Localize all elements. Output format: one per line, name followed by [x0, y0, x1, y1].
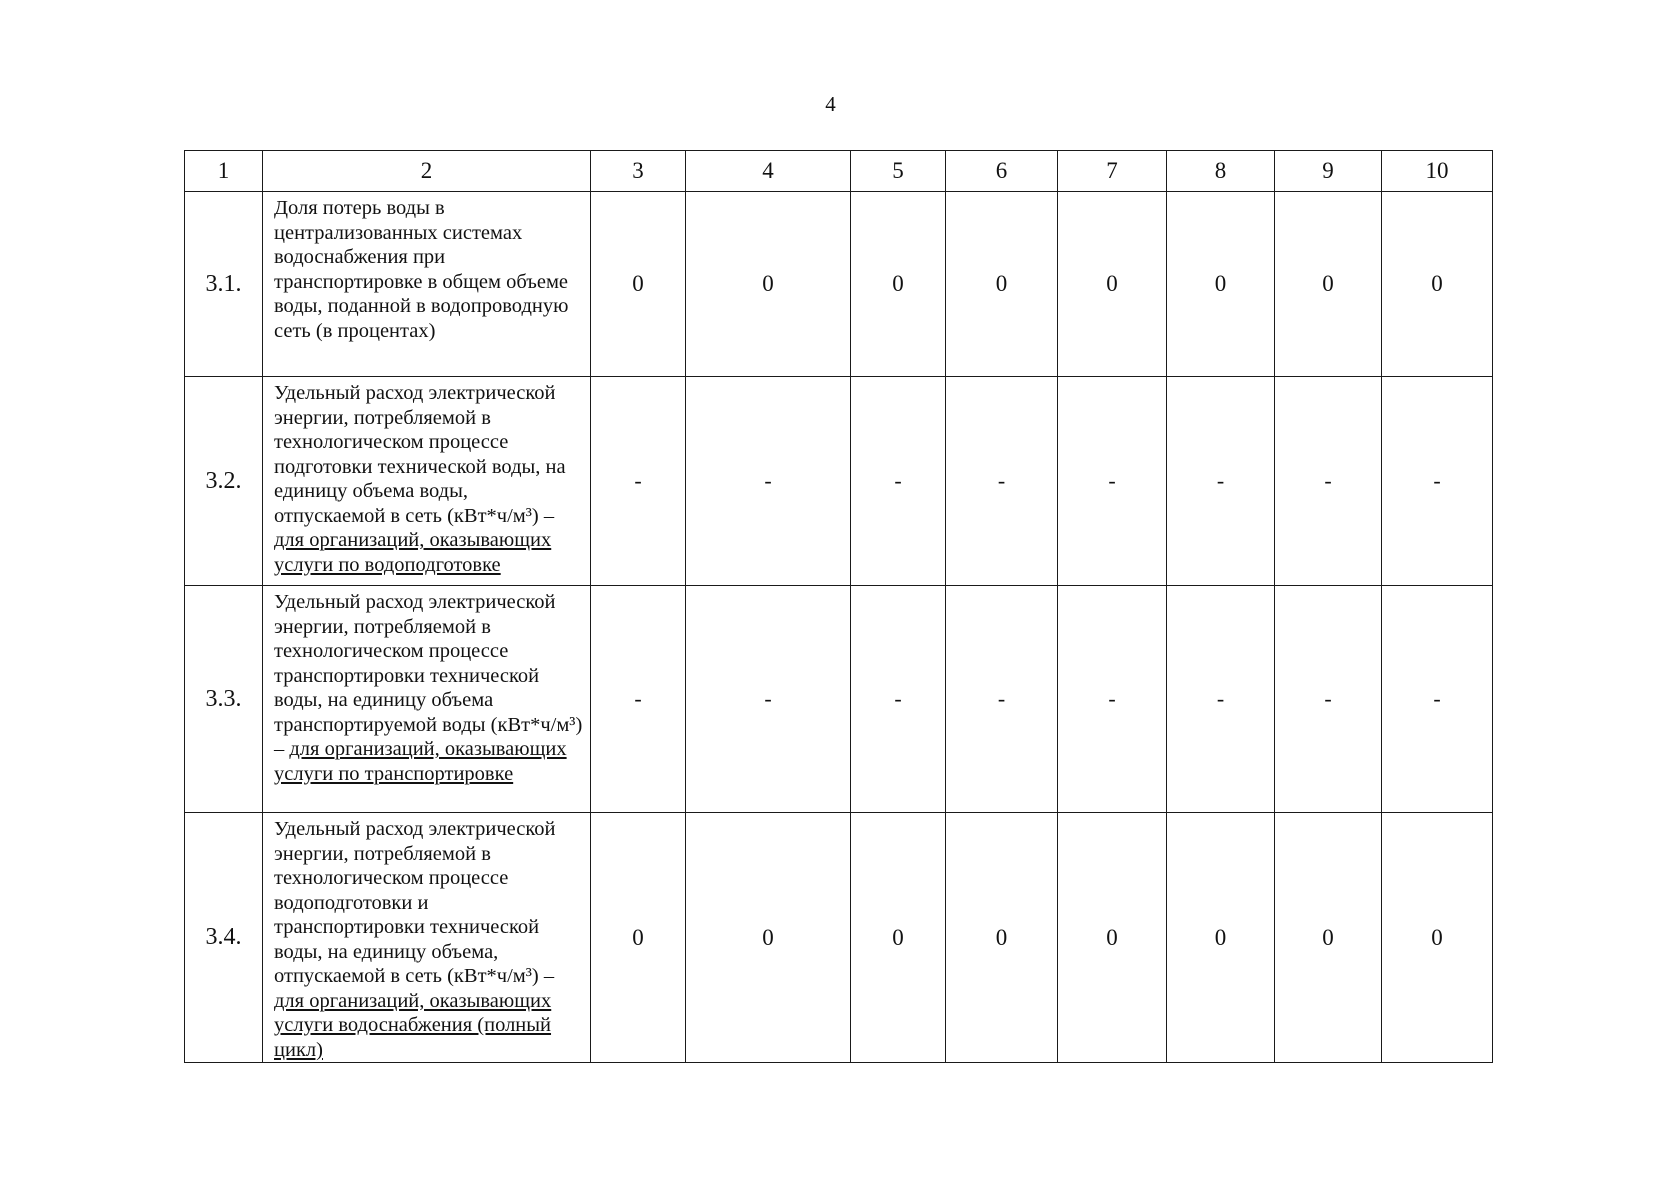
column-header: 4	[686, 151, 851, 192]
indicator-description	[263, 192, 591, 377]
indicator-description	[263, 586, 591, 813]
value-cell: 0	[1058, 813, 1167, 1063]
value-cell: 0	[851, 192, 946, 377]
value-cell: 0	[851, 813, 946, 1063]
table-row	[185, 192, 1493, 377]
row-number: 3.1.	[185, 192, 263, 377]
value-cell: -	[686, 377, 851, 586]
value-cell: 0	[1275, 192, 1382, 377]
page-number: 4	[825, 92, 836, 116]
column-header: 10	[1382, 151, 1493, 192]
description-underlined-text: для организаций, оказывающих услуги по водоподготовке	[274, 529, 552, 576]
row-number: 3.4.	[185, 813, 263, 1063]
value-cell: 0	[1167, 192, 1275, 377]
row-number: 3.2.	[185, 377, 263, 586]
column-header: 7	[1058, 151, 1167, 192]
indicator-description	[263, 377, 591, 586]
value-cell: 0	[1058, 192, 1167, 377]
value-cell: -	[1167, 586, 1275, 813]
table-header-row	[185, 151, 1493, 192]
value-cell: -	[591, 586, 686, 813]
column-header: 3	[591, 151, 686, 192]
description-underlined-text: для организаций, оказывающих услуги водоснабжения (полный цикл)	[274, 989, 552, 1061]
value-cell: 0	[1275, 813, 1382, 1063]
value-cell: 0	[591, 192, 686, 377]
value-cell: 0	[1382, 192, 1493, 377]
value-cell: 0	[686, 813, 851, 1063]
value-cell: -	[1382, 377, 1493, 586]
description-text: Доля потерь воды в централизованных системах водоснабжения при транспортировке в общем объеме воды, поданной в водопроводную сеть (в процентах)	[274, 197, 569, 342]
table-row	[185, 813, 1493, 1063]
value-cell: -	[946, 586, 1058, 813]
value-cell: -	[591, 377, 686, 586]
value-cell: -	[851, 377, 946, 586]
value-cell: 0	[946, 813, 1058, 1063]
value-cell: -	[851, 586, 946, 813]
value-cell: 0	[591, 813, 686, 1063]
value-cell: -	[1058, 377, 1167, 586]
value-cell: 0	[946, 192, 1058, 377]
value-cell: -	[1382, 586, 1493, 813]
table-row	[185, 586, 1493, 813]
value-cell: -	[946, 377, 1058, 586]
description-underlined-text: для организаций, оказывающих услуги по транспортировке	[274, 738, 567, 785]
row-number: 3.3.	[185, 586, 263, 813]
value-cell: -	[1275, 377, 1382, 586]
indicators-table	[184, 150, 1493, 1063]
column-header: 2	[263, 151, 591, 192]
table-row	[185, 377, 1493, 586]
value-cell: -	[686, 586, 851, 813]
indicator-description	[263, 813, 591, 1063]
value-cell: -	[1275, 586, 1382, 813]
column-header: 6	[946, 151, 1058, 192]
description-text: Удельный расход электрической энергии, потребляемой в технологическом процессе подготовки технической воды, на единицу объема воды, отпускаемой в сеть (кВт*ч/м³) –	[274, 382, 566, 527]
value-cell: -	[1167, 377, 1275, 586]
column-header: 5	[851, 151, 946, 192]
value-cell: 0	[686, 192, 851, 377]
value-cell: -	[1058, 586, 1167, 813]
description-text: Удельный расход электрической энергии, потребляемой в технологическом процессе транспортировки технической воды, на единицу объема транспортируемой воды (кВт*ч/м³) –	[274, 591, 583, 760]
column-header: 8	[1167, 151, 1275, 192]
column-header: 9	[1275, 151, 1382, 192]
description-text: Удельный расход электрической энергии, потребляемой в технологическом процессе водоподготовки и транспортировки технической воды, на единицу объема, отпускаемой в сеть (кВт*ч/м³) –	[274, 818, 556, 987]
value-cell: 0	[1382, 813, 1493, 1063]
value-cell: 0	[1167, 813, 1275, 1063]
column-header: 1	[185, 151, 263, 192]
